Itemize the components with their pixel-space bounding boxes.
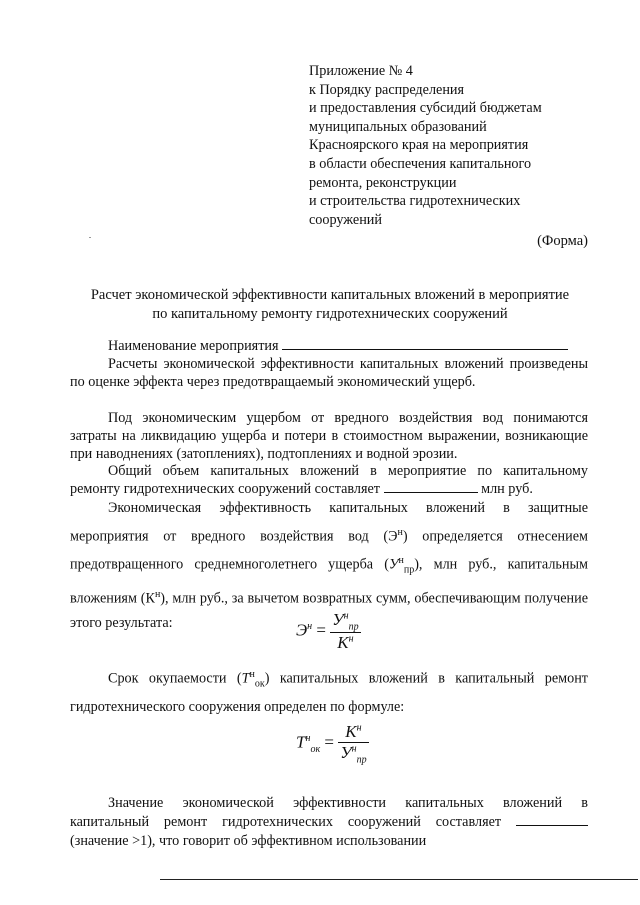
name-blank-line (282, 337, 568, 350)
result-text-b: (значение >1), что говорит об эффективном использовании (70, 833, 427, 849)
appendix-line: и предоставления субсидий бюджетам (309, 100, 542, 117)
appendix-line: к Порядку распределения (309, 81, 465, 98)
sub-pr: пр (348, 621, 359, 633)
symbol-u: У (388, 556, 399, 573)
paragraph-payback (70, 664, 588, 718)
sub-pr: пр (403, 564, 415, 576)
sub-ok: ок (310, 744, 321, 755)
payback-text-b: ) капитальных вложений в капитальный ремонт гидротехнического сооружения определен по формуле: (70, 670, 588, 715)
sup-n: н (307, 620, 313, 632)
sup-n: н (398, 554, 404, 566)
document-title (60, 286, 600, 324)
formula1-fraction (330, 610, 360, 653)
sup-n: н (249, 669, 255, 680)
sub-ok: ок (254, 678, 265, 690)
formula2-lhs: Т (296, 732, 306, 752)
formula2-denominator (338, 742, 368, 765)
appendix-line: ремонта, реконструкции (309, 174, 457, 191)
sup-n: н (397, 526, 403, 538)
formula2-numerator (338, 722, 368, 742)
sup-n: н (343, 610, 349, 622)
bottom-rule (160, 879, 638, 880)
formula1-lhs: Э (296, 620, 308, 640)
name-label: Наименование мероприятия (108, 338, 279, 354)
title-line-2: по капитальному ремонту гидротехнических сооружений (152, 306, 508, 322)
appendix-line: Красноярского края на мероприятия (309, 137, 529, 154)
formula2-eq: = (324, 732, 334, 752)
appendix-line: в области обеспечения капитального (309, 155, 532, 172)
sub-pr: пр (356, 754, 367, 766)
title-line-1: Расчет экономической эффективности капитальных вложений в мероприятие (90, 287, 570, 303)
paragraph-total-investment (70, 462, 588, 498)
efficiency-text-b: ) определяется отнесением предотвращенного среднемноголетнего ущерба ( (70, 528, 588, 573)
formula1-denominator (330, 632, 360, 653)
formula1-den-symbol: К (337, 633, 349, 653)
result-blank (516, 813, 588, 826)
symbol-t: Т (241, 670, 250, 687)
formula2-num-symbol: К (345, 722, 357, 741)
paragraph-result (70, 794, 588, 851)
total-investment-text: Общий объем капитальных вложений в мероприятие по капитальному ремонту гидротехнических сооружений составляет (70, 463, 588, 498)
total-investment-unit: млн руб. (481, 481, 533, 498)
sup-n: н (305, 732, 311, 744)
payback-text-a: Срок окупаемости ( (108, 670, 242, 687)
formula2-den-symbol: У (340, 743, 352, 762)
form-label: (Форма) (537, 233, 588, 249)
appendix-line: муниципальных образований (309, 118, 487, 135)
sup-n: н (351, 743, 357, 755)
efficiency-text-c: ), млн руб., капитальным вложениям (К (70, 556, 589, 607)
paragraph-calculations: Расчеты экономической эффективности капитальных вложений произведены по оценке эффекта через предотвращаемый экономический ущерб. (70, 356, 588, 391)
formula-efficiency (296, 610, 361, 653)
formula-payback (296, 722, 369, 765)
appendix-line: и строительства гидротехнических (309, 193, 521, 210)
formula2-fraction (338, 722, 368, 765)
efficiency-text-a: Экономическая эффективность капитальных вложений в защитные мероприятия от вредного воздействия вод (Э (70, 500, 588, 545)
paragraph-damage-definition: Под экономическим ущербом от вредного воздействия вод понимаются затраты на ликвидацию ущерба и потери в стоимостном выражении, возникающие при наводнениях (затоплениях), подтоплениях и водной эрозии. (70, 410, 588, 463)
formula1-num-symbol: У (332, 610, 344, 629)
result-text-a: Значение экономической эффективности капитальных вложений в капитальный ремонт гидротехнических сооружений составляет (70, 795, 588, 830)
appendix-line: сооружений (309, 211, 382, 228)
formula1-eq: = (316, 620, 326, 640)
appendix-header (309, 62, 609, 229)
scan-speck (89, 237, 91, 238)
paragraph-name (70, 337, 588, 355)
sup-n: н (154, 588, 161, 600)
total-investment-blank (384, 480, 478, 493)
sup-n: н (348, 633, 354, 645)
efficiency-text-d: ), млн руб., за вычетом возвратных сумм, обеспечивающим получение этого результата: (70, 590, 588, 632)
sup-n: н (356, 722, 362, 734)
formula1-numerator (330, 610, 360, 632)
appendix-line: Приложение № 4 (309, 63, 413, 79)
